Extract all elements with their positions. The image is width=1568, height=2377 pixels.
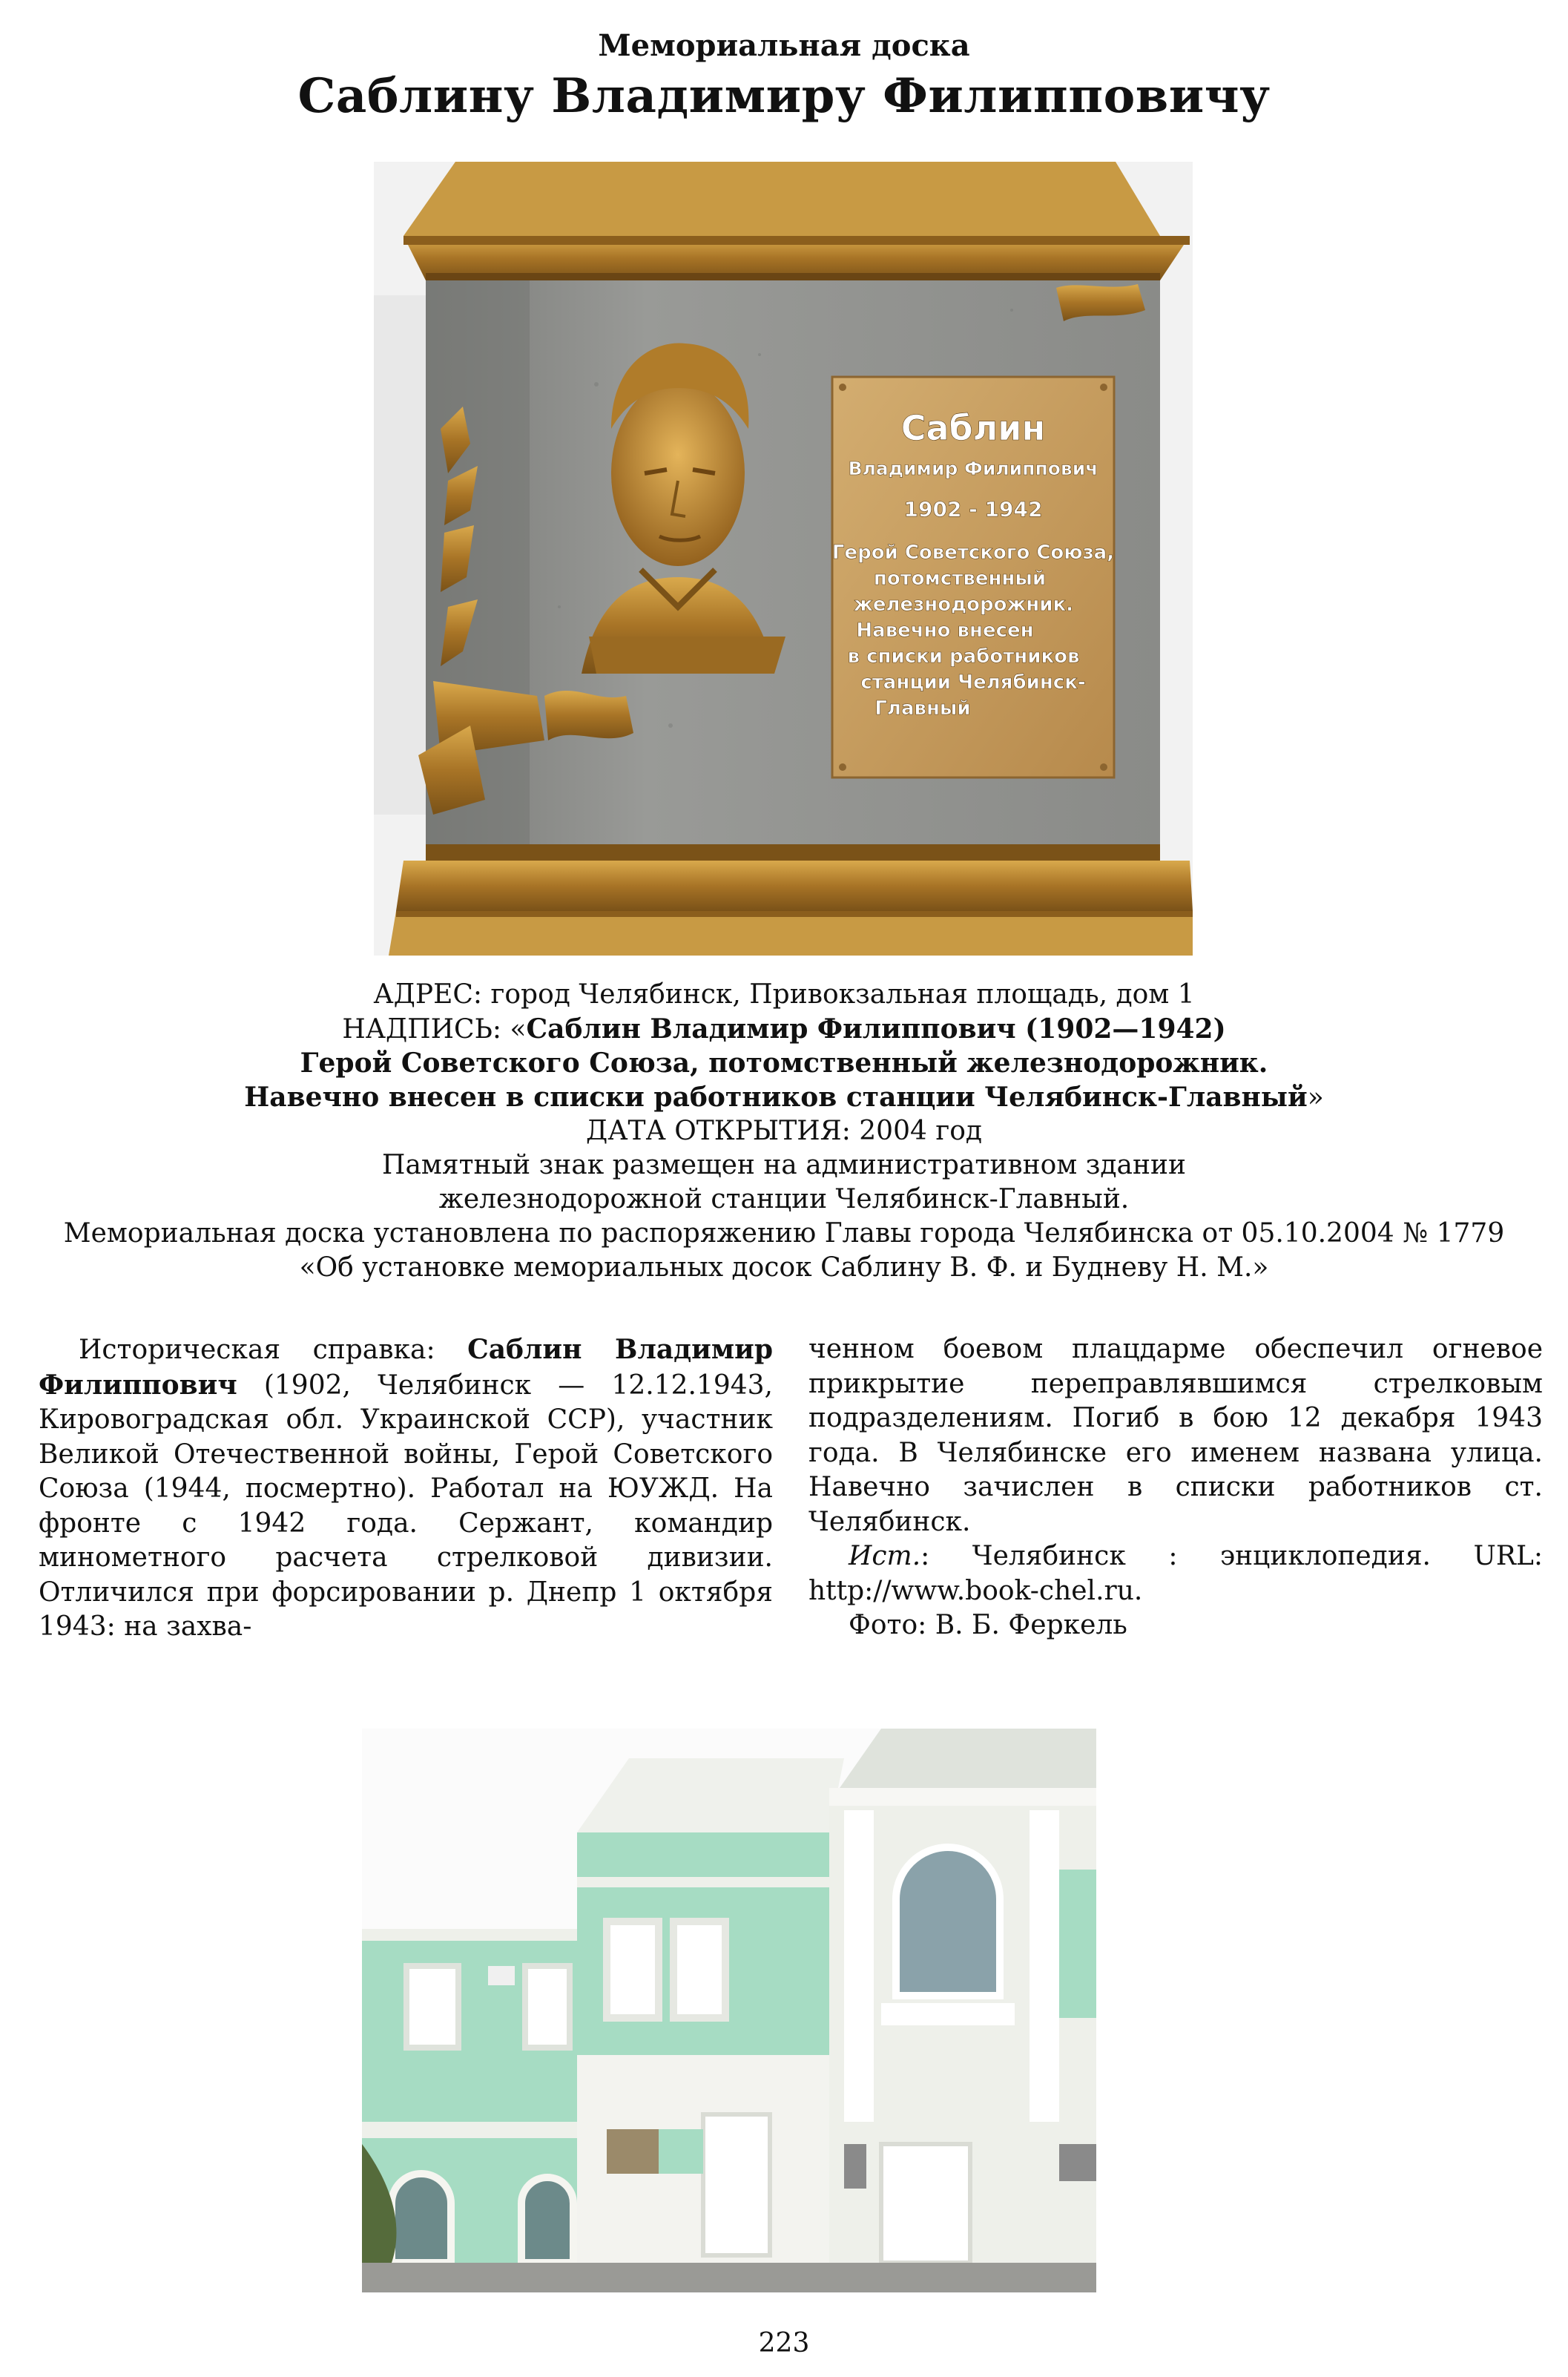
order-line: Мемориальная доска установлена по распоряжению Главы города Челябинска от 05.10.2004 № 1779	[63, 1218, 1505, 1249]
plaque-line: в списки работников	[847, 645, 1080, 668]
plaque-fullname: Владимир Филиппович	[848, 458, 1098, 479]
plaque-surname: Саблин	[900, 408, 1046, 448]
plaque-photo	[374, 162, 1193, 956]
plaque-years: 1902 - 1942	[903, 497, 1043, 522]
history-continuation: ченном боевом плацдарме обеспечил огневое прикрытие переправлявшимся стрелковым подразделениям. Погиб в бою 12 декабря 1943 года. В Челябинске его именем названа улица. Навечно зачислен в списки работников ст. Челябинск.	[808, 1334, 1543, 1537]
station-building-photo	[362, 1729, 1096, 2292]
inscription-line: НАДПИСЬ: «Саблин Владимир Филиппович (1902—1942)	[342, 1013, 1226, 1045]
plaque-line: Герой Советского Союза,	[831, 542, 1115, 564]
page-number: 223	[758, 2328, 810, 2358]
plaque-line: станции Челябинск-	[860, 671, 1086, 694]
source-note: Ист.: Челябинск : энциклопедия. URL: http://www.book-chel.ru.	[808, 1541, 1543, 1606]
address-line: АДРЕС: город Челябинск, Привокзальная площадь, дом 1	[373, 979, 1195, 1010]
plaque-line: потомственный	[873, 568, 1047, 590]
order-line: «Об установке мемориальных досок Саблину В. Ф. и Будневу Н. М.»	[299, 1252, 1269, 1283]
location-line: железнодорожной станции Челябинск-Главный.	[438, 1184, 1130, 1214]
page-subtitle: Мемориальная доска	[598, 28, 970, 63]
inscription-line: Навечно внесен в списки работников станции Челябинск-Главный»	[244, 1082, 1324, 1113]
plaque-line: Главный	[874, 697, 971, 720]
location-line: Памятный знак размещен на административном здании	[382, 1150, 1186, 1180]
photo-credit: Фото: В. Б. Феркель	[849, 1610, 1127, 1640]
history-column-right	[808, 1332, 1543, 1643]
opening-date-line: ДАТА ОТКРЫТИЯ: 2004 год	[585, 1116, 983, 1146]
plaque-line: Навечно внесен	[856, 619, 1034, 642]
history-column-left	[39, 1332, 773, 1645]
page-title: Саблину Владимиру Филипповичу	[297, 68, 1271, 124]
plaque-line: железнодорожник.	[853, 594, 1074, 616]
history-paragraph: Историческая справка: Саблин Владимир Филиппович (1902, Челябинск — 12.12.1943, Кировоградская обл. Украинской ССР), участник Великой Отечественной войны, Герой Советского Союза (1944, посмертно). Работал на ЮУЖД. На фронте с 1942 года. Сержант, командир минометного расчета стрелковой дивизии. Отличился при форсировании р. Днепр 1 октября 1943: на захва-	[39, 1334, 774, 1642]
inscription-line: Герой Советского Союза, потомственный железнодорожник.	[300, 1048, 1268, 1079]
